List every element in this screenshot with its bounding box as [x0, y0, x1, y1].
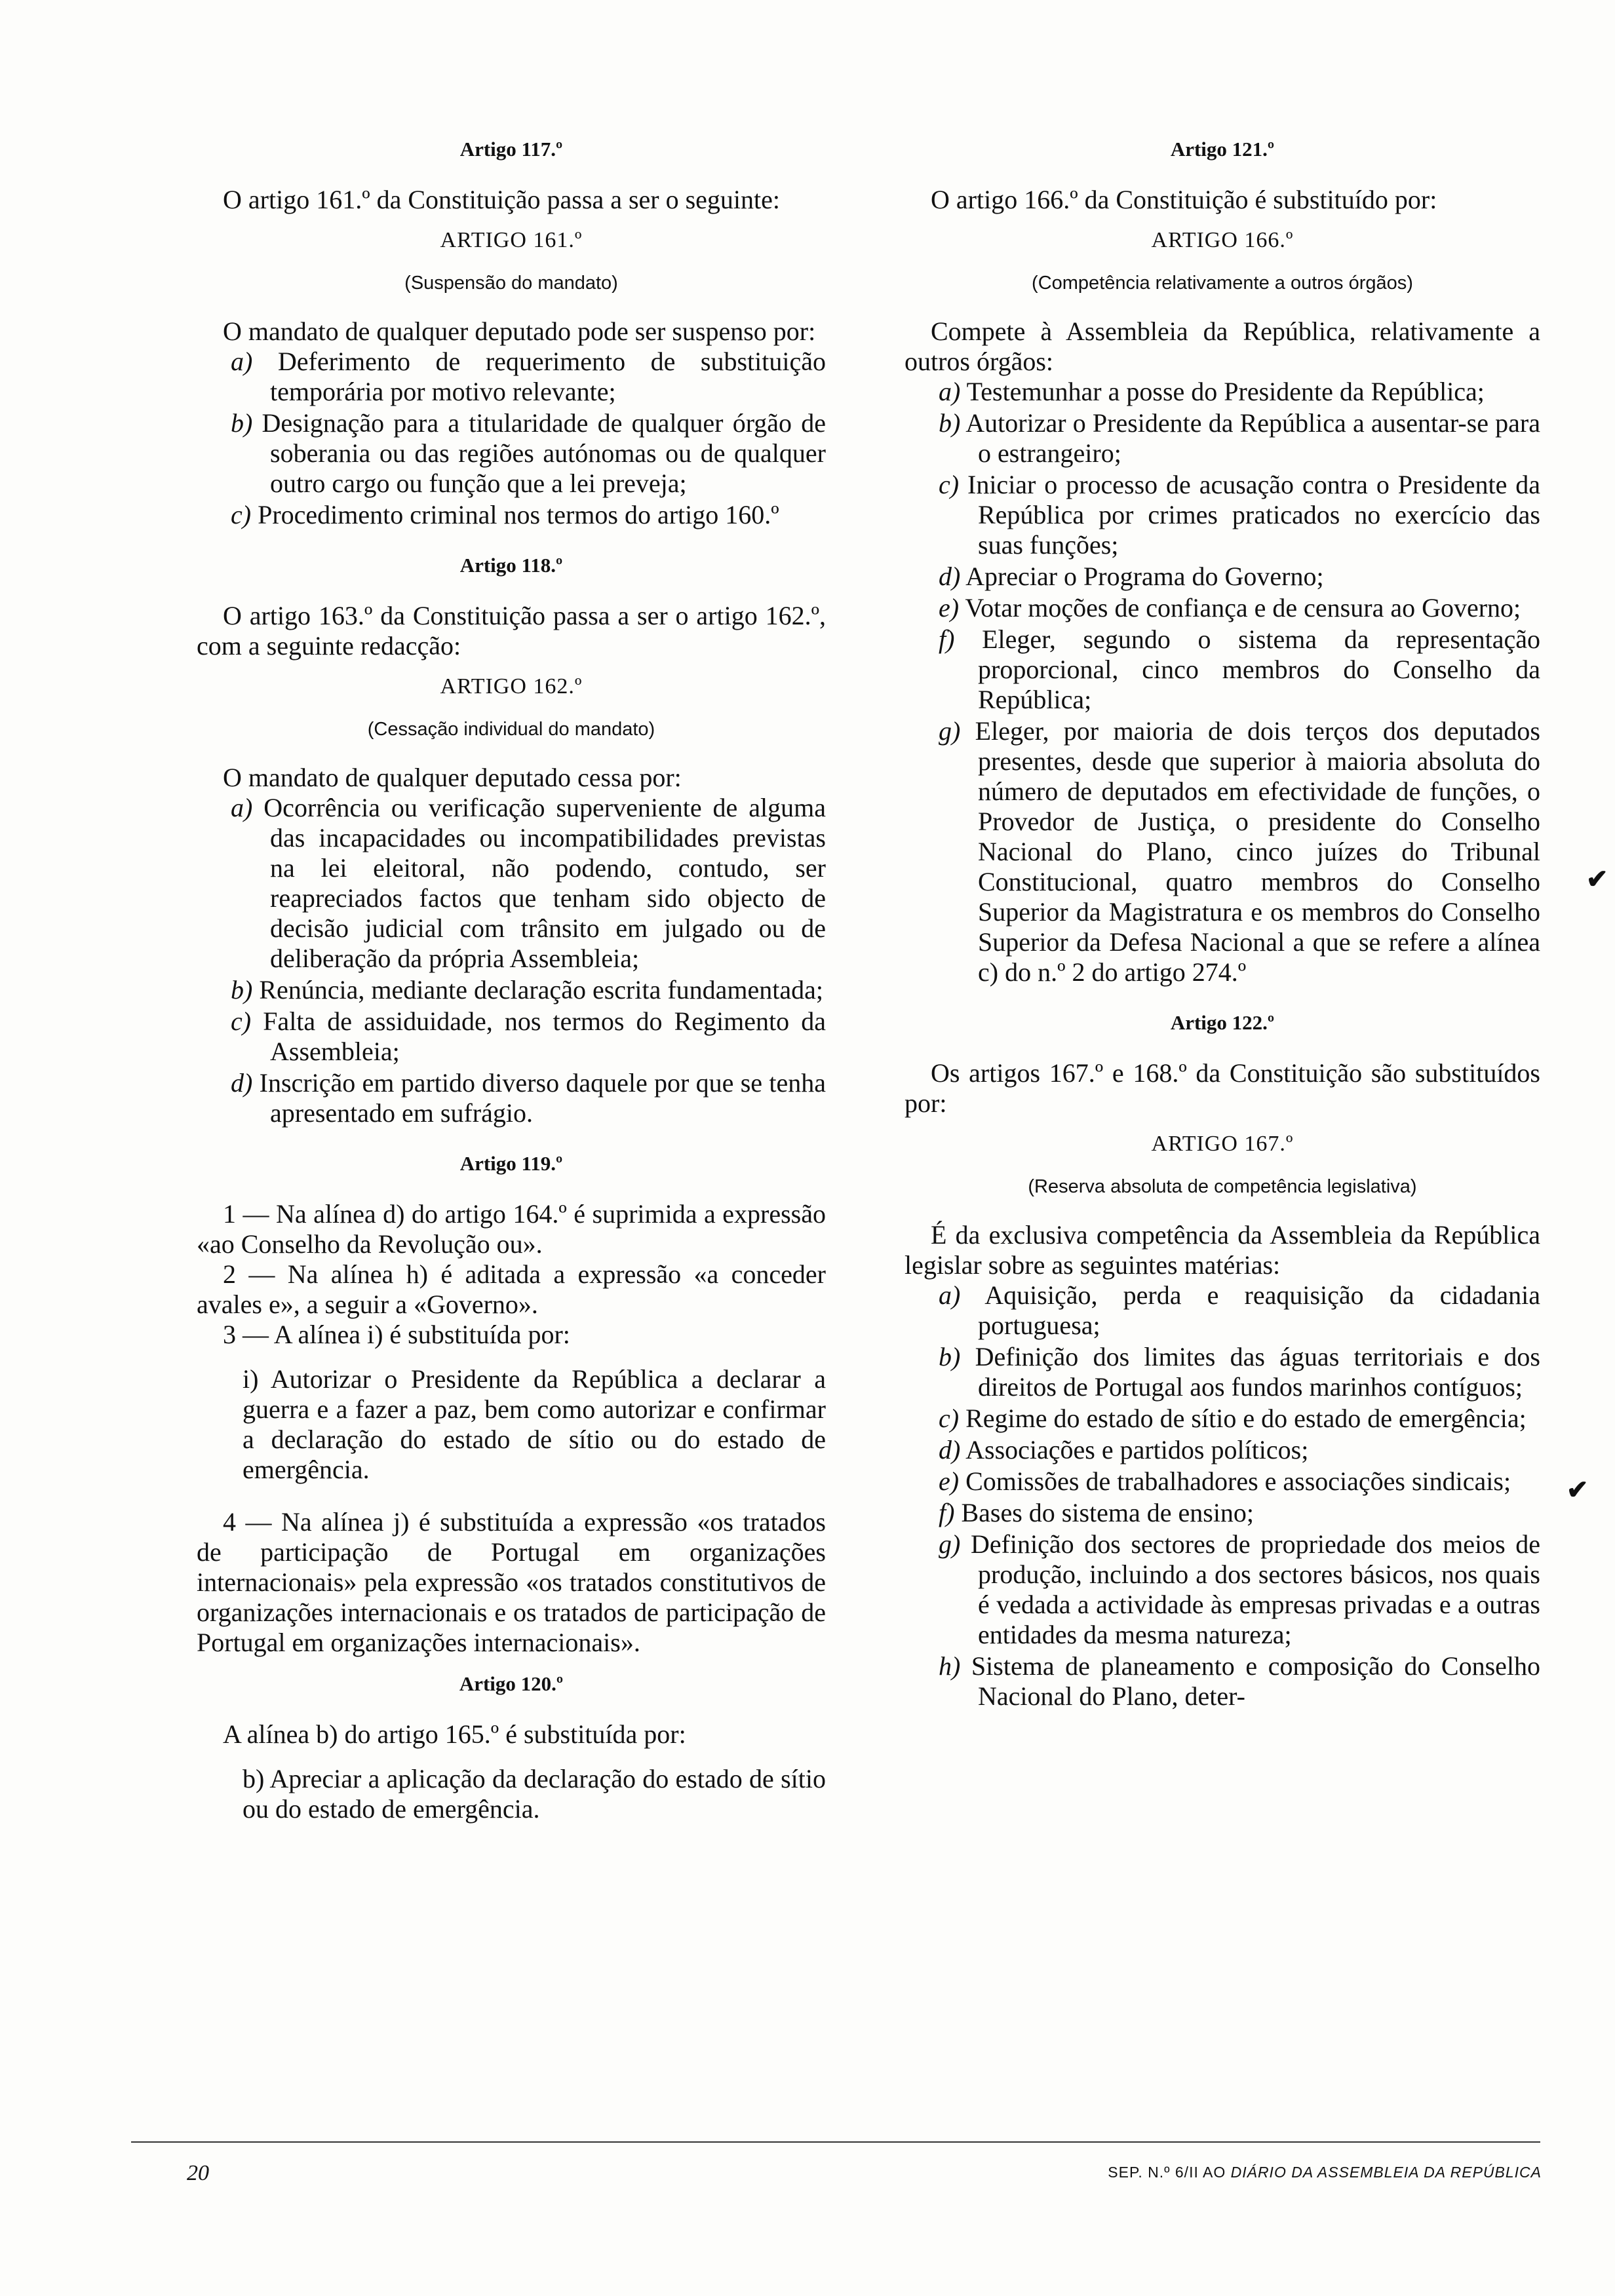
article-lead: É da exclusiva competência da Assembleia da República legislar sobre as seguintes matérias:: [905, 1220, 1540, 1280]
publication-title: DIÁRIO DA ASSEMBLEIA DA REPÚBLICA: [1230, 2164, 1542, 2181]
article-subtitle: (Competência relativamente a outros órgãos): [1032, 273, 1413, 294]
article-heading: Artigo 121.º: [1170, 138, 1275, 161]
list-item: e) Comissões de trabalhadores e associações sindicais;: [939, 1466, 1511, 1496]
list-item: a) Deferimento de requerimento de substituição temporária por motivo relevante;: [231, 347, 826, 406]
list-item: c) Falta de assiduidade, nos termos do Regimento da Assembleia;: [231, 1006, 826, 1066]
list-item: f) Eleger, segundo o sistema da representação proporcional, cinco membros do Conselho da República;: [939, 624, 1541, 714]
article-intro: O artigo 166.º da Constituição é substituído por:: [931, 185, 1437, 214]
left-column: [197, 138, 826, 1824]
article-lead: O mandato de qualquer deputado cessa por:: [223, 763, 682, 792]
constitution-article-number: ARTIGO 162.º: [440, 674, 583, 698]
list-item: a) Ocorrência ou verificação superveniente de alguma das incapacidades ou incompatibilidades previstas na lei eleitoral, não podendo, contudo, ser reapreciados factos que tenham sido objecto de decisão judicial com trânsito em julgado ou de deliberação da própria Assembleia;: [231, 793, 826, 973]
quoted-text: i) Autorizar o Presidente da República a declarar a guerra e a fazer a paz, bem como autorizar e confirmar a declaração do estado de sítio ou do estado de emergência.: [243, 1364, 826, 1484]
list-item: h) Sistema de planeamento e composição do Conselho Nacional do Plano, deter-: [939, 1651, 1540, 1711]
margin-check-mark-icon: ✔: [1566, 1475, 1589, 1504]
constitution-article-number: ARTIGO 166.º: [1151, 228, 1294, 252]
list-item: b) Definição dos limites das águas territoriais e dos direitos de Portugal aos fundos marinhos contíguos;: [939, 1342, 1541, 1402]
quoted-text: b) Apreciar a aplicação da declaração do estado de sítio ou do estado de emergência.: [243, 1764, 826, 1824]
paragraph: 3 — A alínea i) é substituída por:: [223, 1320, 570, 1349]
list-item: g) Eleger, por maioria de dois terços dos deputados presentes, desde que superior à maioria absoluta do número de deputados em efectividade de funções, o Provedor de Justiça, o presidente do Conselho Nacional do Plano, cinco juízes do Tribunal Constitucional, quatro membros do Conselho Superior da Magistratura e os membros do Conselho Superior da Defesa Nacional a que se refere a alínea c) do n.º 2 do artigo 274.º: [939, 716, 1540, 987]
publication-reference: [1108, 2164, 1542, 2181]
list-item: b) Renúncia, mediante declaração escrita fundamentada;: [231, 975, 823, 1004]
paragraph: 1 — Na alínea d) do artigo 164.º é suprimida a expressão «ao Conselho da Revolução ou».: [197, 1199, 826, 1259]
article-heading: Artigo 122.º: [1170, 1011, 1275, 1034]
footer-divider: [131, 2141, 1540, 2143]
article-heading: Artigo 119.º: [459, 1152, 563, 1175]
article-intro: Os artigos 167.º e 168.º da Constituição são substituídos por:: [905, 1058, 1540, 1118]
article-subtitle: (Suspensão do mandato): [404, 273, 618, 294]
list-item: d) Inscrição em partido diverso daquele por que se tenha apresentado em sufrágio.: [231, 1068, 826, 1128]
list-item: e) Votar moções de confiança e de censura ao Governo;: [939, 593, 1521, 622]
constitution-article-number: ARTIGO 161.º: [440, 228, 583, 252]
article-lead: O mandato de qualquer deputado pode ser suspenso por:: [223, 316, 816, 346]
article-heading: Artigo 117.º: [459, 138, 563, 161]
article-intro: O artigo 161.º da Constituição passa a ser o seguinte:: [223, 185, 780, 214]
list-item: c) Procedimento criminal nos termos do artigo 160.º: [231, 500, 779, 529]
article-heading: Artigo 118.º: [459, 554, 563, 577]
list-item: a) Aquisição, perda e reaquisição da cidadania portuguesa;: [939, 1280, 1540, 1340]
list-item: b) Autorizar o Presidente da República a ausentar-se para o estrangeiro;: [939, 408, 1540, 468]
article-subtitle: (Reserva absoluta de competência legislativa): [1028, 1176, 1417, 1197]
constitution-article-number: ARTIGO 167.º: [1151, 1132, 1294, 1156]
list-item: b) Designação para a titularidade de qualquer órgão de soberania ou das regiões autónomas ou de qualquer outro cargo ou função que a lei preveja;: [231, 408, 826, 498]
article-heading: Artigo 120.º: [459, 1672, 564, 1695]
paragraph: 2 — Na alínea h) é aditada a expressão «a conceder avales e», a seguir a «Governo».: [197, 1259, 826, 1319]
paragraph: 4 — Na alínea j) é substituída a expressão «os tratados de participação de Portugal em organizações internacionais» pela expressão «os tratados constitutivos de organizações internacionais e os tratados de participação de Portugal em organizações internacionais».: [197, 1507, 826, 1657]
margin-check-mark-icon: ✔: [1586, 864, 1608, 894]
supplement-ref: SEP. N.º 6/II AO: [1108, 2164, 1226, 2181]
list-item: a) Testemunhar a posse do Presidente da República;: [939, 377, 1485, 406]
list-item: c) Iniciar o processo de acusação contra o Presidente da República por crimes praticados no exercício das suas funções;: [939, 470, 1541, 560]
list-item: g) Definição dos sectores de propriedade dos meios de produção, incluindo a dos sectores básicos, nos quais é vedada a actividade às empresas privadas e a outras entidades da mesma natureza;: [939, 1529, 1540, 1649]
article-intro: A alínea b) do artigo 165.º é substituída por:: [223, 1719, 686, 1749]
list-item: d) Associações e partidos políticos;: [939, 1435, 1309, 1464]
page-number: 20: [187, 2161, 209, 2185]
list-item: c) Regime do estado de sítio e do estado de emergência;: [939, 1404, 1527, 1433]
article-subtitle: (Cessação individual do mandato): [367, 719, 655, 740]
list-item: d) Apreciar o Programa do Governo;: [939, 562, 1324, 591]
article-intro: O artigo 163.º da Constituição passa a ser o artigo 162.º, com a seguinte redacção:: [197, 601, 826, 660]
list-item: f) Bases do sistema de ensino;: [939, 1498, 1255, 1527]
right-column: [905, 138, 1540, 1713]
article-lead: Compete à Assembleia da República, relativamente a outros órgãos:: [905, 316, 1540, 376]
